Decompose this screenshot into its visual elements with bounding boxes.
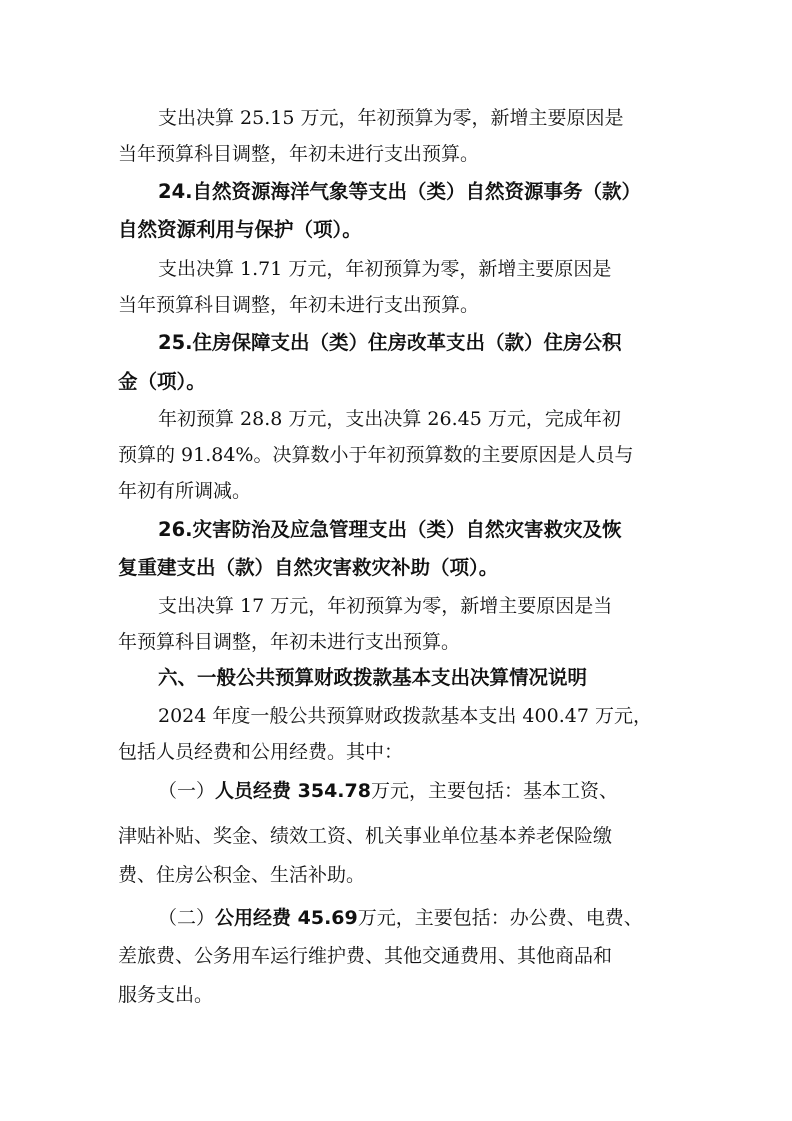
text-line: 服务支出。 [118, 984, 214, 1006]
section-heading: 复重建支出（款）自然灾害救灾补助（项）。 [118, 556, 499, 579]
text-line: 2024 年度一般公共预算财政拨款基本支出 400.47 万元， [158, 705, 652, 727]
text-line: 津贴补贴、奖金、绩效工资、机关事业单位基本养老保险缴 [118, 825, 613, 847]
personnel-expense-text: 万元，主要包括：基本工资、 [370, 780, 618, 802]
chapter-heading: 六、一般公共预算财政拨款基本支出决算情况说明 [158, 666, 588, 689]
section-heading: 25.住房保障支出（类）住房改革支出（款）住房公积 [158, 331, 622, 354]
text-line: 差旅费、公务用车运行维护费、其他交通费用、其他商品和 [118, 945, 613, 967]
text-line: 支出决算 1.71 万元，年初预算为零，新增主要原因是 [158, 258, 612, 280]
text-line: 支出决算 17 万元，年初预算为零，新增主要原因是当 [158, 595, 613, 617]
text-line: 包括人员经费和公用经费。其中： [118, 741, 404, 763]
section-heading: 金（项）。 [118, 370, 206, 393]
text-line: 预算的 91.84%。决算数小于年初预算数的主要原因是人员与 [118, 444, 634, 466]
section-heading: 24.自然资源海洋气象等支出（类）自然资源事务（款） [158, 180, 642, 203]
public-expense-text: 万元，主要包括：办公费、电费、 [357, 907, 643, 929]
list-prefix: （一） [158, 780, 216, 802]
list-prefix: （二） [158, 907, 216, 929]
text-line: 年初预算 28.8 万元，支出决算 26.45 万元，完成年初 [158, 408, 621, 430]
personnel-expense-title: 人员经费 354.78 [215, 780, 371, 802]
text-line: 费、住房公积金、生活补助。 [118, 864, 366, 886]
personnel-expense-line [158, 777, 678, 805]
text-line: 年初有所调减。 [118, 480, 252, 502]
public-expense-title: 公用经费 45.69 [215, 907, 358, 929]
text-line: 当年预算科目调整，年初未进行支出预算。 [118, 294, 480, 316]
text-line: 年预算科目调整，年初未进行支出预算。 [118, 631, 461, 653]
text-line: 当年预算科目调整，年初未进行支出预算。 [118, 143, 480, 165]
section-heading: 自然资源利用与保护（项）。 [118, 218, 362, 241]
text-line: 支出决算 25.15 万元，年初预算为零，新增主要原因是 [158, 107, 624, 129]
section-heading: 26.灾害防治及应急管理支出（类）自然灾害救灾及恢 [158, 518, 622, 541]
public-expense-line [158, 904, 678, 932]
